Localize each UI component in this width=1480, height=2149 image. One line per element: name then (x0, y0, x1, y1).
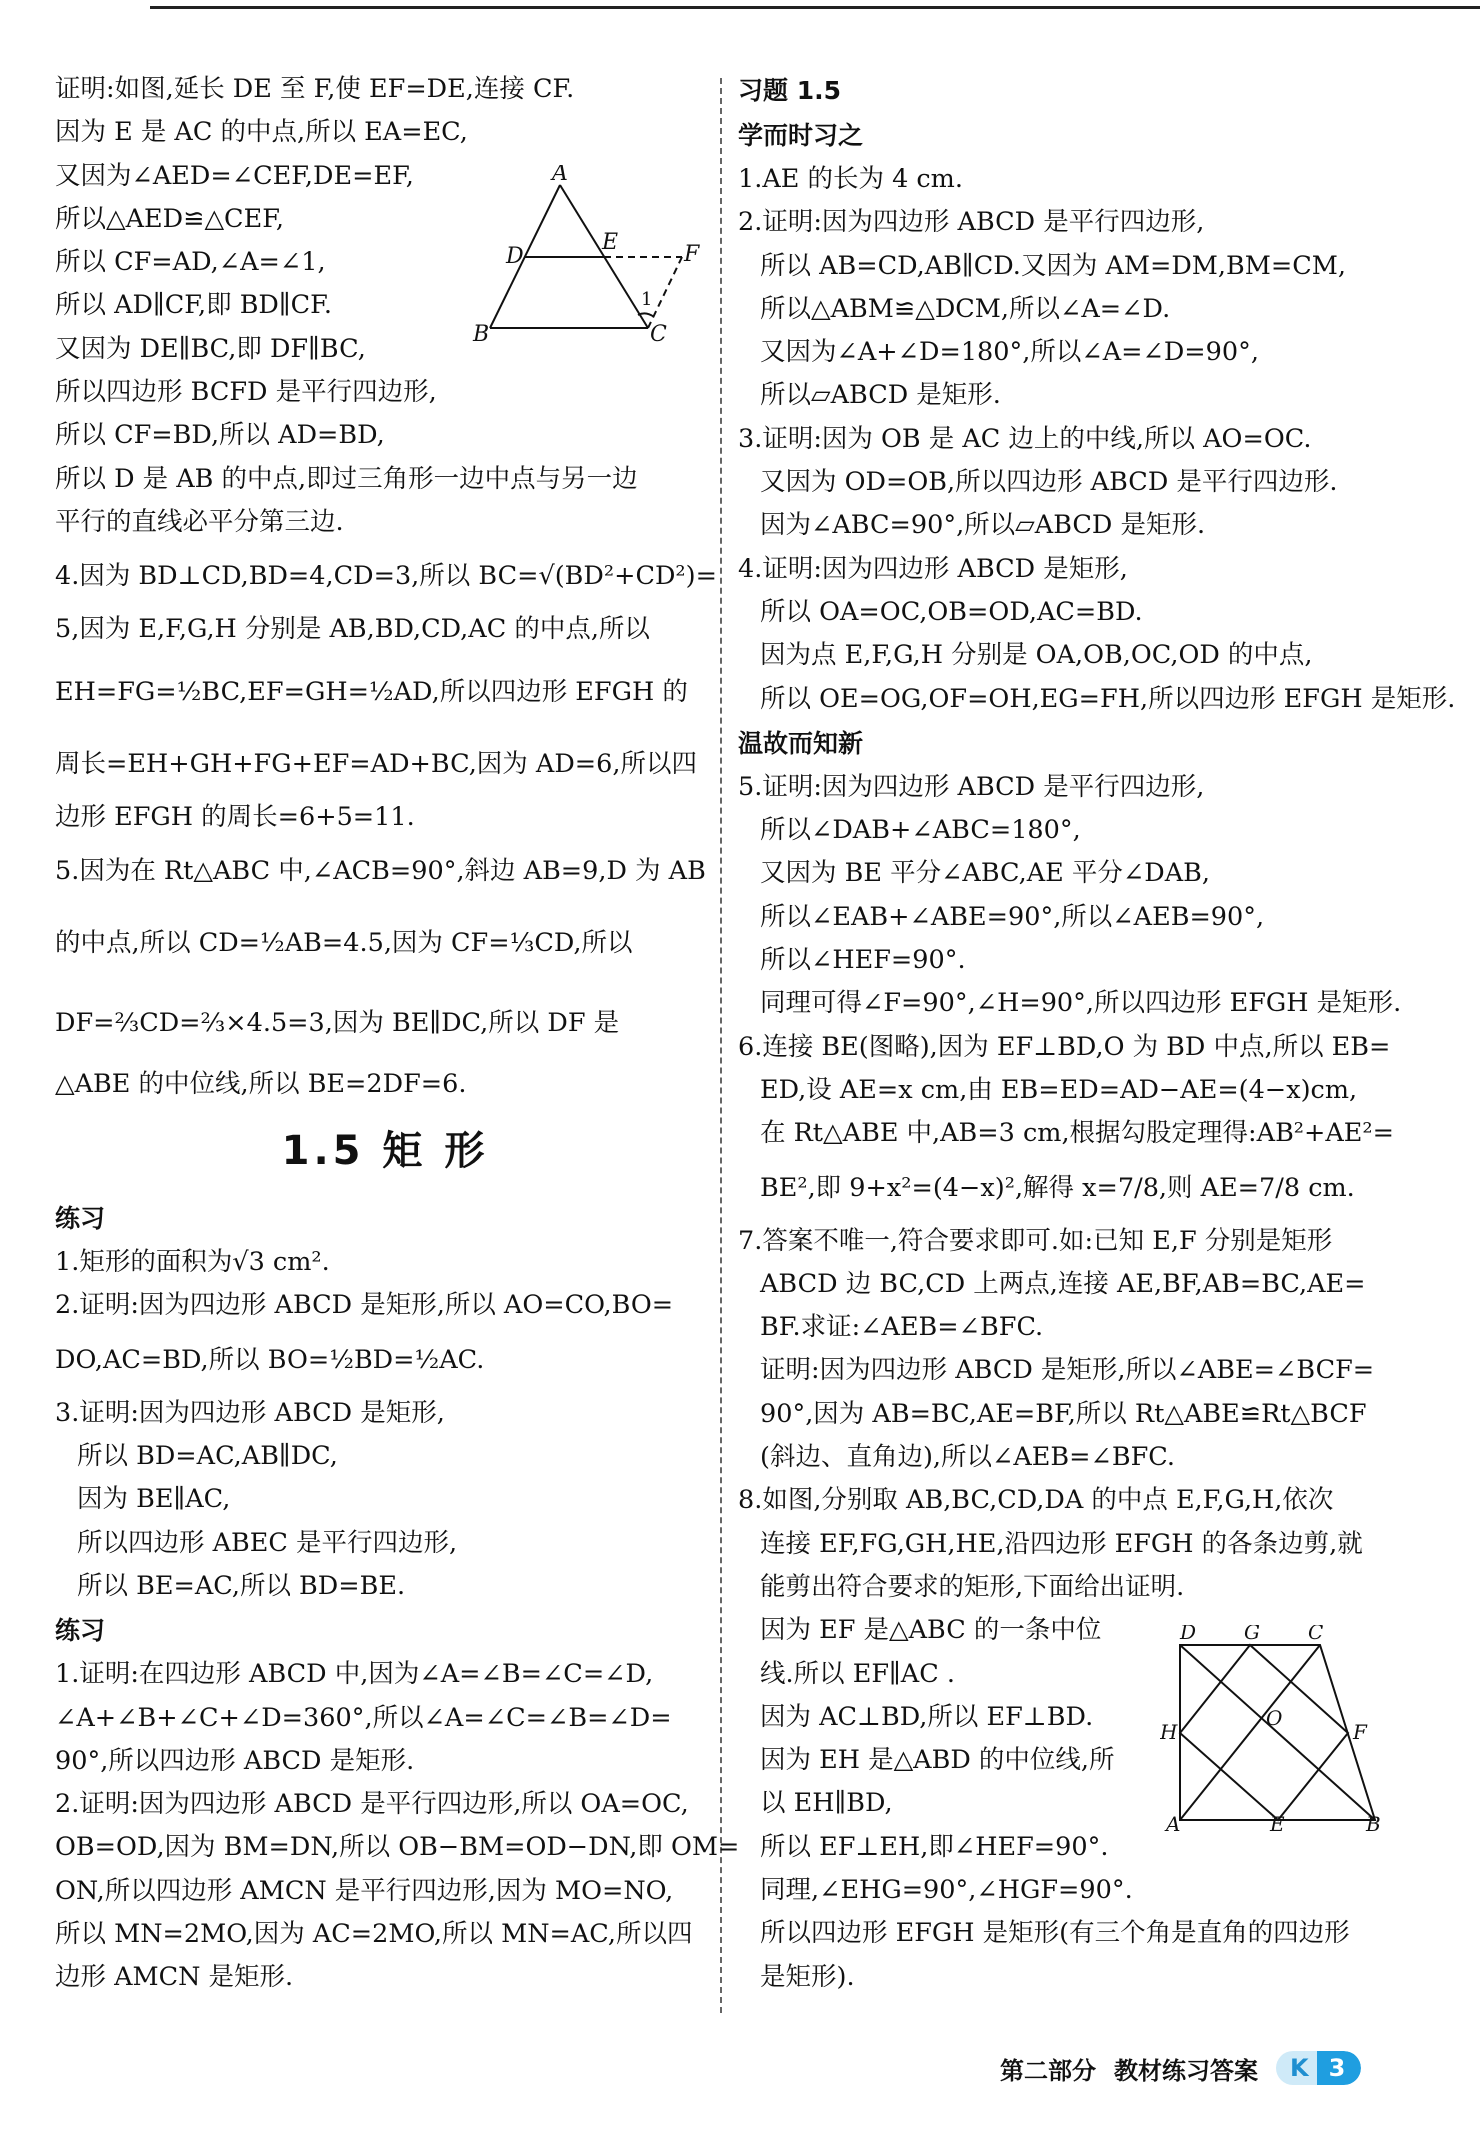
answer-4-line: 5,因为 E,F,G,H 分别是 AB,BD,CD,AC 的中点,所以 (55, 614, 650, 645)
footer-part: 第二部分 (1000, 2056, 1096, 2085)
practice-line: 90°,所以四边形 ABCD 是矩形. (55, 1745, 415, 1776)
practice-line: 1.证明:在四边形 ABCD 中,因为∠A=∠B=∠C=∠D, (55, 1659, 654, 1690)
practice-line: ON,所以四边形 AMCN 是平行四边形,因为 MO=NO, (55, 1875, 674, 1906)
answer-4-line: 边形 EFGH 的周长=6+5=11. (55, 801, 415, 832)
label-h: H (1160, 1720, 1178, 1744)
answer-5-line: 的中点,所以 CD=½AB=4.5,因为 CF=⅓CD,所以 (55, 927, 633, 958)
label-e: E (602, 230, 619, 255)
label-f: F (1353, 1720, 1367, 1744)
label-b: B (473, 322, 490, 347)
label-angle-1: 1 (641, 289, 653, 310)
practice-line: ∠A+∠B+∠C+∠D=360°,所以∠A=∠C=∠B=∠D= (55, 1702, 672, 1733)
proof-line: 所以 CF=BD,所以 AD=BD, (55, 420, 385, 451)
label-o: O (1266, 1706, 1283, 1730)
answer-4-line: EH=FG=½BC,EF=GH=½AD,所以四边形 EFGH 的 (55, 676, 688, 707)
exercise-line: 所以△ABM≌△DCM,所以∠A=∠D. (760, 293, 1171, 324)
exercise-line: 7.答案不唯一,符合要求即可.如:已知 E,F 分别是矩形 (738, 1225, 1333, 1256)
badge-letter: K (1276, 2051, 1317, 2085)
practice-line: 2.证明:因为四边形 ABCD 是平行四边形,所以 OA=OC, (55, 1789, 689, 1820)
proof-line: 证明:如图,延长 DE 至 F,使 EF=DE,连接 CF. (55, 74, 575, 104)
exercise-line: 90°,因为 AB=BC,AE=BF,所以 Rt△ABE≌Rt△BCF (760, 1398, 1367, 1429)
proof-line: 所以四边形 BCFD 是平行四边形, (55, 377, 437, 408)
proof-line: 因为 E 是 AC 的中点,所以 EA=EC, (55, 117, 468, 148)
exercise-line: 线.所以 EF∥AC . (760, 1658, 955, 1689)
practice-line: DO,AC=BD,所以 BO=½BD=½AC. (55, 1344, 485, 1375)
proof-line: 平行的直线必平分第三边. (55, 506, 344, 537)
exercise-line: 所以 OA=OC,OB=OD,AC=BD. (760, 596, 1143, 627)
answer-4-line: 4.因为 BD⊥CD,BD=4,CD=3,所以 BC=√(BD²+CD²)= (55, 561, 717, 592)
exercise-line: 又因为∠A+∠D=180°,所以∠A=∠D=90°, (760, 337, 1259, 368)
label-b: B (1366, 1812, 1381, 1835)
diagonal-bd (1180, 1645, 1375, 1820)
quadrilateral-figure (1160, 1625, 1390, 1835)
page-number: 3 (1317, 2051, 1362, 2085)
practice-line: 所以四边形 ABEC 是平行四边形, (77, 1527, 458, 1558)
page-badge (1276, 2051, 1361, 2085)
exercise-line: 所以 OE=OG,OF=OH,EG=FH,所以四边形 EFGH 是矩形. (760, 683, 1456, 714)
exercise-line: 8.如图,分别取 AB,BC,CD,DA 的中点 E,F,G,H,依次 (738, 1485, 1334, 1516)
practice-line: 边形 AMCN 是矩形. (55, 1962, 294, 1993)
exercise-line: 证明:因为四边形 ABCD 是矩形,所以∠ABE=∠BCF= (760, 1355, 1375, 1386)
exercise-line: (斜边、直角边),所以∠AEB=∠BFC. (760, 1442, 1176, 1473)
exercise-line: 所以∠EAB+∠ABE=90°,所以∠AEB=90°, (760, 901, 1265, 932)
exercise-line: 因为∠ABC=90°,所以▱ABCD 是矩形. (760, 510, 1206, 541)
answer-5-line: 5.因为在 Rt△ABC 中,∠ACB=90°,斜边 AB=9,D 为 AB (55, 855, 706, 886)
exercise-line: 能剪出符合要求的矩形,下面给出证明. (760, 1571, 1185, 1602)
exercise-line: 3.证明:因为 OB 是 AC 边上的中线,所以 AO=OC. (738, 423, 1312, 454)
exercise-line: 2.证明:因为四边形 ABCD 是平行四边形, (738, 207, 1205, 238)
proof-line: 所以△AED≌△CEF, (55, 203, 285, 234)
label-f: F (684, 242, 700, 267)
label-d: D (1180, 1625, 1197, 1644)
practice-heading: 练习 (55, 1204, 106, 1234)
exercise-line: ED,设 AE=x cm,由 EB=ED=AD−AE=(4−x)cm, (760, 1074, 1358, 1105)
exercise-line: ABCD 边 BC,CD 上两点,连接 AE,BF,AB=BC,AE= (760, 1268, 1366, 1299)
exercise-line: 6.连接 BE(图略),因为 EF⊥BD,O 为 BD 中点,所以 EB= (738, 1031, 1391, 1062)
exercise-line: 1.AE 的长为 4 cm. (738, 164, 963, 194)
label-a: A (552, 165, 568, 186)
label-e: E (1270, 1812, 1285, 1835)
proof-line: 又因为 DE∥BC,即 DF∥BC, (55, 333, 366, 364)
subsection-heading: 温故而知新 (738, 728, 864, 758)
label-d: D (506, 244, 524, 269)
exercise-line: 在 Rt△ABE 中,AB=3 cm,根据勾股定理得:AB²+AE²= (760, 1118, 1395, 1149)
practice-line: 3.证明:因为四边形 ABCD 是矩形, (55, 1397, 445, 1428)
quad-efgh (1180, 1645, 1348, 1820)
exercise-line: 所以 EF⊥EH,即∠HEF=90°. (760, 1831, 1109, 1862)
exercise-line: 所以 AB=CD,AB∥CD.又因为 AM=DM,BM=CM, (760, 250, 1346, 281)
top-rule (150, 6, 1480, 9)
exercise-line: 同理,∠EHG=90°,∠HGF=90°. (760, 1874, 1133, 1905)
exercise-line: 所以∠DAB+∠ABC=180°, (760, 815, 1081, 846)
exercise-line: 所以▱ABCD 是矩形. (760, 380, 1001, 411)
practice-line: 1.矩形的面积为√3 cm². (55, 1247, 330, 1278)
answer-5-line: DF=⅔CD=⅔×4.5=3,因为 BE∥DC,所以 DF 是 (55, 1007, 620, 1038)
proof-line: 所以 CF=AD,∠A=∠1, (55, 247, 326, 278)
practice-line: 所以 MN=2MO,因为 AC=2MO,所以 MN=AC,所以四 (55, 1919, 693, 1950)
practice-line: 所以 BD=AC,AB∥DC, (77, 1441, 338, 1472)
exercise-line: 因为 EH 是△ABD 的中位线,所 (760, 1745, 1115, 1776)
answer-5-line: △ABE 的中位线,所以 BE=2DF=6. (55, 1068, 467, 1099)
practice-line: OB=OD,因为 BM=DN,所以 OB−BM=OD−DN,即 OM= (55, 1832, 740, 1863)
exercise-line: BE²,即 9+x²=(4−x)²,解得 x=7/8,则 AE=7/8 cm. (760, 1172, 1355, 1203)
column-divider (720, 78, 722, 2013)
answer-4-line: 周长=EH+GH+FG+EF=AD+BC,因为 AD=6,所以四 (55, 748, 697, 779)
label-g: G (1244, 1625, 1260, 1644)
label-a: A (1166, 1812, 1181, 1835)
exercise-line: 4.证明:因为四边形 ABCD 是矩形, (738, 553, 1128, 584)
exercise-line: 所以四边形 EFGH 是矩形(有三个角是直角的四边形 (760, 1918, 1350, 1949)
page-footer (1000, 2048, 1361, 2088)
triangle-figure (470, 165, 710, 350)
exercise-line: 因为点 E,F,G,H 分别是 OA,OB,OC,OD 的中点, (760, 640, 1313, 671)
section-title: 1.5 矩 形 (281, 1128, 489, 1175)
exercise-line: 是矩形). (760, 1961, 855, 1992)
proof-line: 又因为∠AED=∠CEF,DE=EF, (55, 160, 414, 191)
proof-line: 所以 AD∥CF,即 BD∥CF. (55, 290, 332, 321)
exercise-line: 因为 EF 是△ABC 的一条中位 (760, 1615, 1102, 1646)
label-c: C (650, 322, 667, 347)
label-c: C (1308, 1625, 1324, 1644)
left-column (55, 68, 740, 2000)
exercise-line: 又因为 BE 平分∠ABC,AE 平分∠DAB, (760, 858, 1210, 889)
practice-line: 所以 BE=AC,所以 BD=BE. (77, 1570, 406, 1601)
practice-line: 2.证明:因为四边形 ABCD 是矩形,所以 AO=CO,BO= (55, 1290, 674, 1321)
practice-line: 因为 BE∥AC, (77, 1484, 231, 1515)
practice-heading: 练习 (55, 1616, 106, 1646)
exercise-line: 连接 EF,FG,GH,HE,沿四边形 EFGH 的各条边剪,就 (760, 1528, 1363, 1559)
exercise-line: 因为 AC⊥BD,所以 EF⊥BD. (760, 1701, 1094, 1732)
footer-book: 教材练习答案 (1114, 2056, 1258, 2085)
exercise-line: 以 EH∥BD, (760, 1788, 893, 1819)
subsection-heading: 学而时习之 (738, 121, 864, 150)
exercise-title: 习题 1.5 (738, 76, 841, 105)
proof-line: 所以 D 是 AB 的中点,即过三角形一边中点与另一边 (55, 463, 638, 494)
exercise-line: 同理可得∠F=90°,∠H=90°,所以四边形 EFGH 是矩形. (760, 988, 1402, 1019)
exercise-line: 5.证明:因为四边形 ABCD 是平行四边形, (738, 771, 1205, 802)
exercise-line: 所以∠HEF=90°. (760, 945, 966, 976)
exercise-line: 又因为 OD=OB,所以四边形 ABCD 是平行四边形. (760, 467, 1338, 498)
exercise-line: BF.求证:∠AEB=∠BFC. (760, 1312, 1044, 1343)
